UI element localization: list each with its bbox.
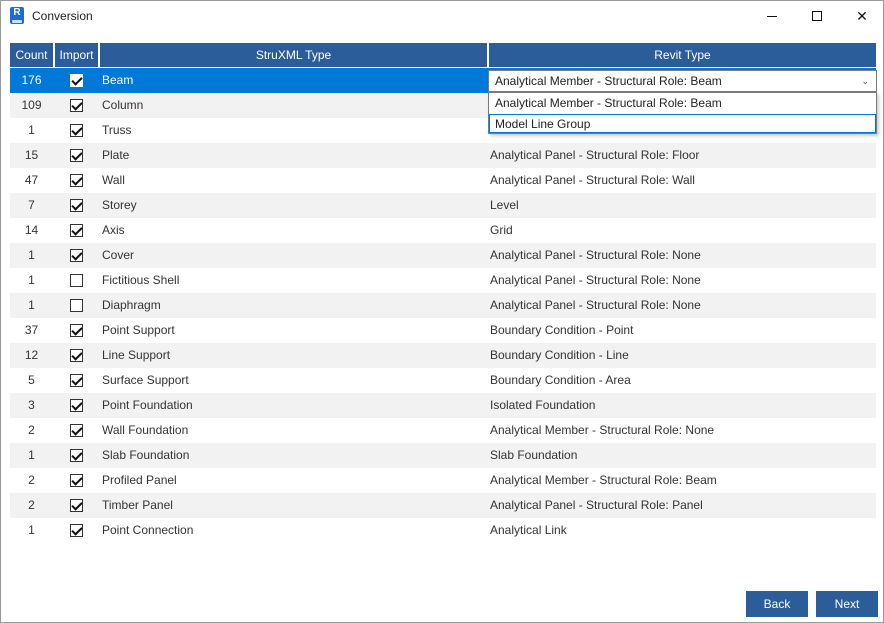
column-header-struxml-type[interactable]: StruXML Type [100,43,487,67]
struxml-type-cell: Surface Support [102,373,189,387]
struxml-type-cell: Plate [102,148,130,162]
struxml-type-cell: Diaphragm [102,298,161,312]
title-bar [1,1,883,31]
table-row[interactable] [10,293,876,318]
revit-type-cell[interactable]: Analytical Link [490,523,567,537]
struxml-type-cell: Timber Panel [102,498,173,512]
revit-type-cell[interactable]: Boundary Condition - Line [490,348,629,362]
count-cell: 2 [28,423,35,437]
import-checkbox[interactable] [70,149,83,162]
struxml-type-cell: Wall [102,173,125,187]
revit-type-cell[interactable]: Analytical Panel - Structural Role: None [490,248,701,262]
maximize-icon [812,11,822,21]
table-row[interactable] [10,218,876,243]
revit-type-cell[interactable]: Analytical Panel - Structural Role: Panel [490,498,703,512]
struxml-type-cell: Axis [102,223,125,237]
import-checkbox[interactable] [70,499,83,512]
revit-type-cell[interactable]: Analytical Member - Structural Role: Beam [490,473,717,487]
import-checkbox[interactable] [70,249,83,262]
count-cell: 1 [28,523,35,537]
window-title: Conversion [32,9,93,23]
struxml-type-cell: Wall Foundation [102,423,189,437]
revit-type-cell[interactable]: Slab Foundation [490,448,578,462]
count-cell: 2 [28,473,35,487]
import-checkbox[interactable] [70,274,83,287]
import-cell [55,343,98,368]
dropdown-option[interactable]: Analytical Member - Structural Role: Beam [495,96,722,110]
import-checkbox[interactable] [70,399,83,412]
import-checkbox[interactable] [70,374,83,387]
count-cell: 37 [24,323,39,337]
import-checkbox[interactable] [70,199,83,212]
revit-type-combobox[interactable] [488,70,877,92]
struxml-type-cell: Storey [102,198,137,212]
revit-type-cell[interactable]: Boundary Condition - Area [490,373,631,387]
import-cell [55,443,98,468]
import-checkbox[interactable] [70,99,83,112]
import-checkbox[interactable] [70,349,83,362]
table-row[interactable] [10,468,876,493]
struxml-type-cell: Point Connection [102,523,194,537]
import-checkbox[interactable] [70,324,83,337]
count-cell: 5 [28,373,35,387]
close-icon: ✕ [856,7,868,24]
column-header-import[interactable]: Import [55,43,98,67]
import-cell [55,68,98,93]
revit-type-cell[interactable]: Analytical Panel - Structural Role: None [490,273,701,287]
combobox-value: Analytical Member - Structural Role: Beam [495,74,722,88]
import-cell [55,493,98,518]
struxml-type-cell: Point Foundation [102,398,193,412]
column-header-revit-type[interactable]: Revit Type [489,43,876,67]
minimize-icon [767,16,777,17]
count-cell: 109 [21,98,42,112]
import-cell [55,518,98,543]
revit-app-icon: R [10,7,24,24]
import-cell [55,468,98,493]
revit-type-cell[interactable]: Analytical Panel - Structural Role: None [490,298,701,312]
table-row[interactable] [10,168,876,193]
revit-type-cell[interactable]: Level [490,198,519,212]
import-checkbox[interactable] [70,299,83,312]
revit-type-dropdown-list [488,92,877,134]
count-cell: 7 [28,198,35,212]
import-cell [55,268,98,293]
table-row[interactable] [10,193,876,218]
count-cell: 176 [21,73,42,87]
table-row[interactable] [10,368,876,393]
chevron-down-icon[interactable]: ⌄ [861,76,869,86]
close-button[interactable] [839,1,884,31]
import-cell [55,168,98,193]
import-cell [55,118,98,143]
table-row[interactable] [10,443,876,468]
table-row[interactable] [10,343,876,368]
import-cell [55,143,98,168]
minimize-button[interactable] [749,1,795,31]
table-row[interactable] [10,143,876,168]
struxml-type-cell: Truss [102,123,132,137]
count-cell: 1 [28,298,35,312]
count-cell: 47 [24,173,39,187]
back-button[interactable]: Back [746,591,808,617]
table-row[interactable] [10,493,876,518]
import-checkbox[interactable] [70,124,83,137]
import-checkbox[interactable] [70,74,83,87]
count-cell: 1 [28,248,35,262]
count-cell: 12 [24,348,39,362]
column-header-count[interactable]: Count [10,43,53,67]
revit-type-cell[interactable]: Isolated Foundation [490,398,596,412]
table-row[interactable] [10,243,876,268]
next-button[interactable]: Next [816,591,878,617]
import-cell [55,293,98,318]
struxml-type-cell: Slab Foundation [102,448,190,462]
count-cell: 1 [28,448,35,462]
import-checkbox[interactable] [70,449,83,462]
import-checkbox[interactable] [70,424,83,437]
import-cell [55,393,98,418]
import-checkbox[interactable] [70,174,83,187]
revit-type-cell[interactable]: Analytical Member - Structural Role: None [490,423,715,437]
count-cell: 2 [28,498,35,512]
struxml-type-cell: Fictitious Shell [102,273,180,287]
struxml-type-cell: Point Support [102,323,175,337]
import-cell [55,243,98,268]
import-cell [55,93,98,118]
import-cell [55,318,98,343]
struxml-type-cell: Beam [102,73,134,87]
table-row[interactable] [10,518,876,543]
struxml-type-cell: Line Support [102,348,171,362]
revit-type-cell[interactable]: Analytical Panel - Structural Role: Wall [490,173,695,187]
count-cell: 14 [24,223,39,237]
import-cell [55,418,98,443]
import-cell [55,218,98,243]
table-row[interactable] [10,318,876,343]
struxml-type-cell: Cover [102,248,135,262]
dropdown-option[interactable]: Model Line Group [489,114,876,133]
count-cell: 3 [28,398,35,412]
import-checkbox[interactable] [70,224,83,237]
count-cell: 15 [24,148,39,162]
maximize-button[interactable] [794,1,840,31]
revit-type-cell[interactable]: Analytical Panel - Structural Role: Floor [490,148,700,162]
struxml-type-cell: Column [102,98,144,112]
import-cell [55,193,98,218]
count-cell: 1 [28,123,35,137]
struxml-type-cell: Profiled Panel [102,473,177,487]
table-row[interactable] [10,393,876,418]
count-cell: 1 [28,273,35,287]
table-row[interactable] [10,418,876,443]
import-checkbox[interactable] [70,474,83,487]
import-cell [55,368,98,393]
table-row[interactable] [10,268,876,293]
import-checkbox[interactable] [70,524,83,537]
revit-type-cell[interactable]: Boundary Condition - Point [490,323,634,337]
revit-type-cell[interactable]: Grid [490,223,513,237]
